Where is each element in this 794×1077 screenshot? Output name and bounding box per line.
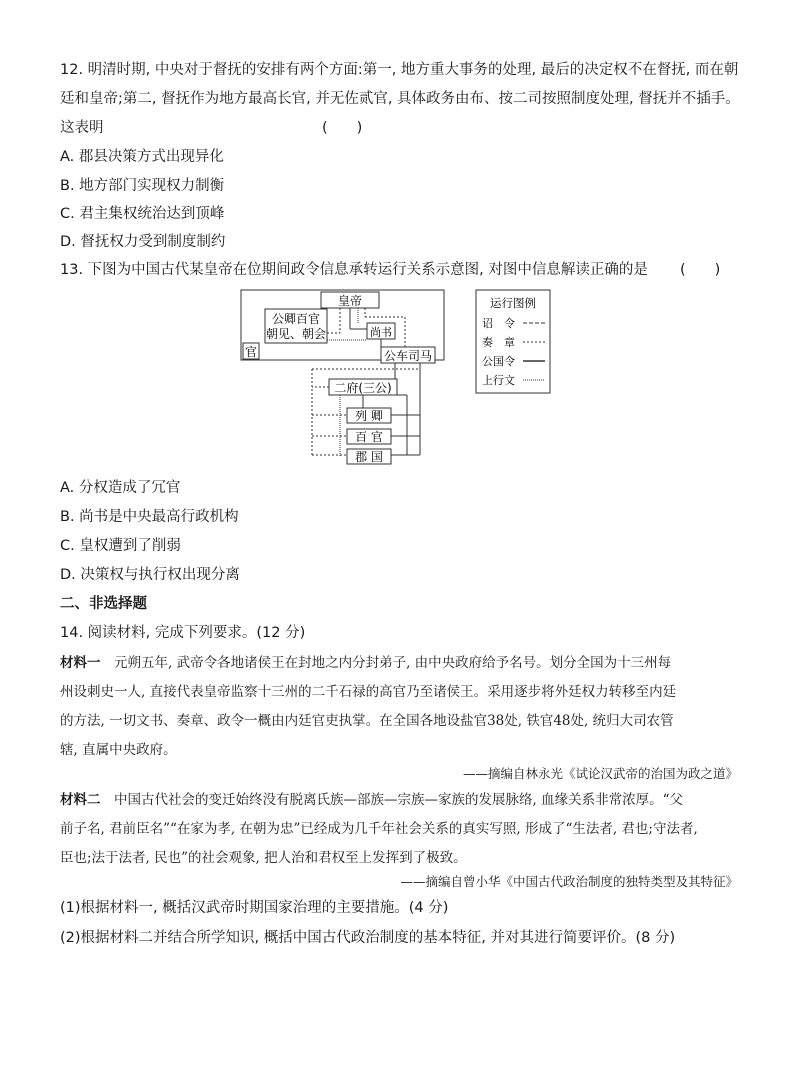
node-gongqing-2: 朝见、朝会	[265, 327, 327, 341]
q13-option-a: A. 分权造成了冗官	[60, 480, 181, 496]
node-baiguan: 百 官	[355, 430, 383, 444]
material1-line3: 的方法, 一切文书、奏章、政令一概由内廷官吏执掌。在全国各地设盐官38处, 铁官48处, 统归大司农管	[60, 713, 674, 729]
legend-memorial-label: 奏 章	[482, 336, 515, 349]
q12-answer-paren: ( )	[322, 120, 363, 136]
material2-label: 材料二	[60, 792, 101, 808]
node-huangdi: 皇帝	[337, 294, 363, 308]
node-guan: 官	[244, 345, 258, 359]
node-junguo: 郡 国	[355, 450, 383, 464]
q13-option-d: D. 决策权与执行权出现分离	[60, 567, 240, 583]
material2-source: ——摘编自曾小华《中国古代政治制度的独特类型及其特征》	[400, 874, 738, 889]
node-gongqing-1: 公卿百官	[271, 312, 321, 326]
q12-option-c: C. 君主集权统治达到顶峰	[60, 206, 225, 222]
node-lieqing: 列 卿	[355, 409, 383, 423]
material1-line1: 材料一 元朔五年, 武帝令各地诸侯王在封地之内分封弟子, 由中央政府给予名号。划分全国为十三州每	[60, 655, 672, 671]
material2-line3: 臣也;法于法者, 民也”的社会观象, 把人治和君权至上发挥到了极致。	[60, 850, 467, 866]
node-shangshu: 尚书	[370, 326, 392, 339]
section-heading: 二、非选择题	[60, 596, 147, 612]
q12-option-b: B. 地方部门实现权力制衡	[60, 178, 225, 194]
q13-stem: 13. 下图为中国古代某皇帝在位期间政令信息承转运行关系示意图, 对图中信息解读正确的是	[60, 262, 648, 278]
q14-sub2: (2)根据材料二并结合所学知识, 概括中国古代政治制度的基本特征, 并对其进行简要评价。(8 分)	[60, 930, 676, 946]
q12-stem-line1: 12. 明清时期, 中央对于督抚的安排有两个方面:第一, 地方重大事务的处理, 最后的决定权不在督抚, 而在朝	[60, 62, 739, 78]
material2-line2: 前子名, 君前臣名”“在家为孝, 在朝为忠”已经成为几千年社会关系的真实写照, 形成了“生法者, 君也;守法者,	[60, 821, 698, 837]
material1-line4: 辖, 直属中央政府。	[60, 742, 177, 758]
q14-sub1: (1)根据材料一, 概括汉武帝时期国家治理的主要措施。(4 分)	[60, 900, 449, 916]
edict-flow-diagram	[0, 285, 794, 465]
q13-option-c: C. 皇权遭到了削弱	[60, 538, 181, 554]
material1-line2: 州设刺史一人, 直接代表皇帝监察十三州的二千石禄的高官乃至诸侯王。采用逐步将外廷权力转移至内廷	[60, 684, 677, 700]
q12-stem-line3: 这表明	[60, 120, 104, 136]
legend-title: 运行图例	[490, 296, 536, 310]
q14-stem: 14. 阅读材料, 完成下列要求。(12 分)	[60, 625, 306, 641]
material1-label: 材料一	[60, 655, 101, 671]
q12-option-a: A. 郡县决策方式出现异化	[60, 149, 224, 165]
material1-source: ——摘编自林永光《试论汉武帝的治国为政之道》	[462, 766, 738, 781]
legend-edict-label: 诏 令	[482, 317, 515, 330]
q13-option-b: B. 尚书是中央最高行政机构	[60, 509, 239, 525]
q12-option-d: D. 督抚权力受到制度制约	[60, 234, 226, 250]
node-erfu: 二府(三公)	[334, 381, 392, 395]
legend-order-label: 公国令	[482, 355, 515, 368]
node-gongche: 公车司马	[383, 349, 433, 363]
q13-answer-paren: ( )	[680, 262, 721, 278]
legend-upward-label: 上行文	[482, 374, 515, 387]
q12-stem-line2: 廷和皇帝;第二, 督抚作为地方最高长官, 并无佐贰官, 具体政务由布、按二司按照制度处理, 督抚并不插手。	[60, 91, 740, 107]
material2-line1: 材料二 中国古代社会的变迁始终没有脱离氏族—部族—宗族—家族的发展脉络, 血缘关系非常浓厚。“父	[60, 792, 683, 808]
